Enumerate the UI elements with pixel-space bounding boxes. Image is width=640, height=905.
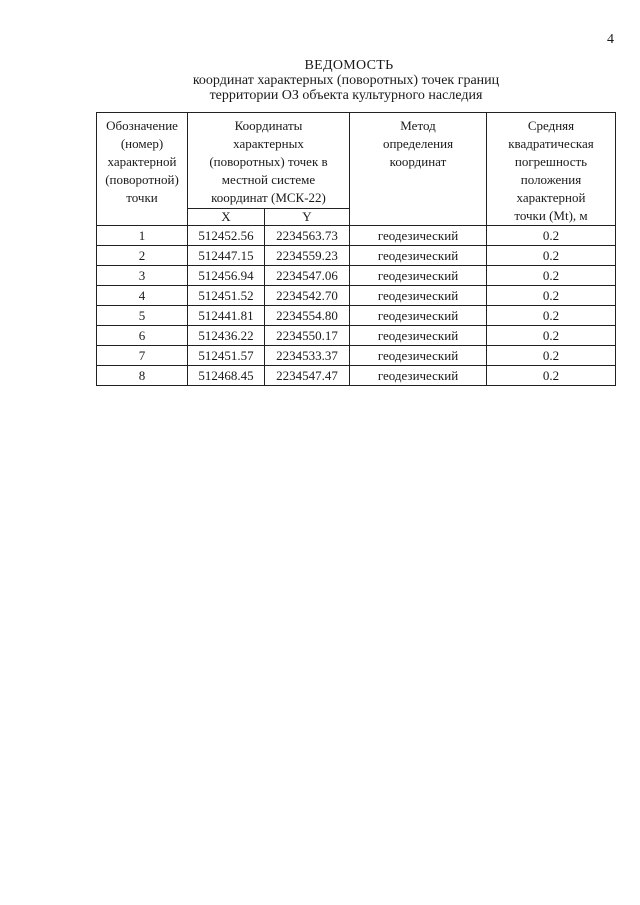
header-error-line: точки (Mt), м bbox=[514, 208, 588, 223]
cell-point-number: 2 bbox=[97, 246, 188, 266]
cell-y: 2234550.17 bbox=[265, 326, 350, 346]
cell-point-number: 5 bbox=[97, 306, 188, 326]
title-line-2: территории ОЗ объекта культурного наследия bbox=[209, 88, 483, 103]
table-body bbox=[97, 226, 616, 386]
header-error-line: положения bbox=[520, 172, 582, 187]
table-row bbox=[97, 226, 616, 246]
header-coords-line: координат (МСК-22) bbox=[211, 190, 326, 205]
header-point-line: характерной bbox=[107, 154, 177, 169]
cell-point-number: 6 bbox=[97, 326, 188, 346]
header-point bbox=[97, 113, 188, 226]
header-x: X bbox=[188, 209, 265, 226]
cell-y: 2234547.06 bbox=[265, 266, 350, 286]
cell-point-number: 8 bbox=[97, 366, 188, 386]
header-point-line: (поворотной) bbox=[105, 172, 179, 187]
table-row bbox=[97, 346, 616, 366]
header-coords-line: характерных bbox=[233, 136, 304, 151]
header-coords bbox=[188, 113, 350, 209]
cell-error: 0.2 bbox=[487, 326, 616, 346]
cell-point-number: 4 bbox=[97, 286, 188, 306]
header-method bbox=[350, 113, 487, 226]
cell-x: 512456.94 bbox=[188, 266, 265, 286]
table-row bbox=[97, 326, 616, 346]
cell-error: 0.2 bbox=[487, 366, 616, 386]
title-main: ВЕДОМОСТЬ bbox=[304, 58, 394, 73]
cell-method: геодезический bbox=[350, 346, 487, 366]
cell-x: 512436.22 bbox=[188, 326, 265, 346]
document-title bbox=[0, 58, 640, 103]
cell-x: 512452.56 bbox=[188, 226, 265, 246]
header-method-line: Метод bbox=[400, 118, 436, 133]
cell-point-number: 1 bbox=[97, 226, 188, 246]
table-row bbox=[97, 306, 616, 326]
header-error-line: Средняя bbox=[527, 118, 575, 133]
cell-error: 0.2 bbox=[487, 246, 616, 266]
header-method-line: координат bbox=[389, 154, 447, 169]
table-header bbox=[97, 113, 616, 226]
cell-y: 2234554.80 bbox=[265, 306, 350, 326]
cell-method: геодезический bbox=[350, 366, 487, 386]
header-error-line: квадратическая bbox=[508, 136, 594, 151]
cell-x: 512441.81 bbox=[188, 306, 265, 326]
cell-method: геодезический bbox=[350, 266, 487, 286]
cell-y: 2234547.47 bbox=[265, 366, 350, 386]
cell-method: геодезический bbox=[350, 226, 487, 246]
table-row bbox=[97, 266, 616, 286]
cell-error: 0.2 bbox=[487, 306, 616, 326]
page-number: 4 bbox=[607, 32, 614, 47]
cell-y: 2234542.70 bbox=[265, 286, 350, 306]
cell-error: 0.2 bbox=[487, 286, 616, 306]
header-error-line: характерной bbox=[516, 190, 586, 205]
cell-method: геодезический bbox=[350, 326, 487, 346]
cell-x: 512447.15 bbox=[188, 246, 265, 266]
cell-error: 0.2 bbox=[487, 266, 616, 286]
cell-x: 512468.45 bbox=[188, 366, 265, 386]
header-error-line: погрешность bbox=[514, 154, 588, 169]
cell-y: 2234559.23 bbox=[265, 246, 350, 266]
header-point-line: точки bbox=[126, 190, 158, 205]
title-line-1: координат характерных (поворотных) точек границ bbox=[192, 73, 500, 88]
cell-method: геодезический bbox=[350, 246, 487, 266]
table-row bbox=[97, 286, 616, 306]
cell-method: геодезический bbox=[350, 286, 487, 306]
header-y: Y bbox=[265, 209, 350, 226]
cell-y: 2234563.73 bbox=[265, 226, 350, 246]
cell-x: 512451.57 bbox=[188, 346, 265, 366]
cell-point-number: 3 bbox=[97, 266, 188, 286]
coordinates-table bbox=[96, 112, 616, 386]
cell-error: 0.2 bbox=[487, 226, 616, 246]
header-coords-line: местной системе bbox=[221, 172, 316, 187]
table-row bbox=[97, 366, 616, 386]
cell-point-number: 7 bbox=[97, 346, 188, 366]
cell-method: геодезический bbox=[350, 306, 487, 326]
header-error bbox=[487, 113, 616, 226]
header-method-line: определения bbox=[382, 136, 454, 151]
header-coords-line: (поворотных) точек в bbox=[209, 154, 328, 169]
cell-error: 0.2 bbox=[487, 346, 616, 366]
header-coords-line: Координаты bbox=[234, 118, 303, 133]
header-point-line: (номер) bbox=[120, 136, 164, 151]
cell-y: 2234533.37 bbox=[265, 346, 350, 366]
cell-x: 512451.52 bbox=[188, 286, 265, 306]
header-point-line: Обозначение bbox=[106, 118, 178, 133]
table-row bbox=[97, 246, 616, 266]
